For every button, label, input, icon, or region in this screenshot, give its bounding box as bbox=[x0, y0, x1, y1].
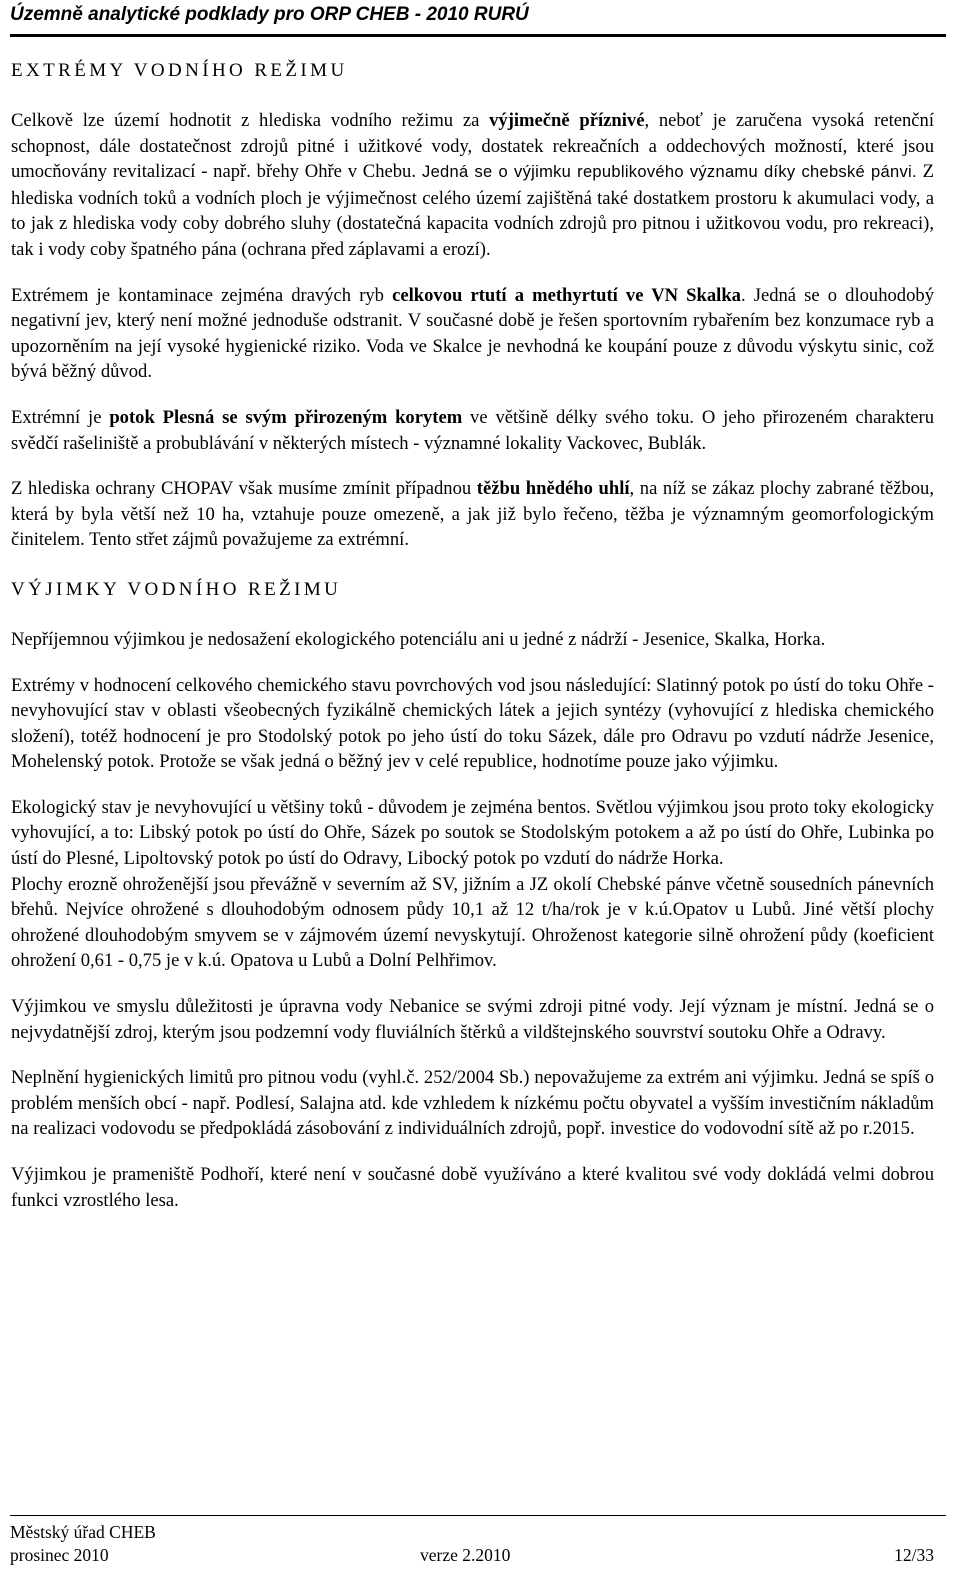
paragraph: Extrémní je potok Plesná se svým přirozeným korytem ve většině délky svého toku. O jeho přirozeném charakteru svědčí rašeliniště a probublávání v některých místech - významné lokality Vackovec, Bublák. bbox=[11, 406, 934, 454]
paragraph: Výjimkou ve smyslu důležitosti je úpravna vody Nebanice se svými zdroji pitné vody. Její význam je místní. Jedná se o nejvydatnější zdroj, kterým jsou podzemní vody fluviálních štěrků a vildštejnského souvrství soutoku Ohře a Odravy. bbox=[11, 996, 934, 1043]
footer-rule bbox=[10, 1515, 946, 1516]
footer-page-number: 12/33 bbox=[894, 1545, 934, 1565]
paragraph: Extrémy v hodnocení celkového chemického stavu povrchových vod jsou následující: Slatinný potok po ústí do toku Ohře - nevyhovující stav v oblasti všeobecných fyzikálně chemických látek a jejich syntézy (vyhovující z hlediska chemického složení), totéž hodnocení je pro Stodolský potok po jeho ústí do toku Sázek, dále pro Odravu po vzdutí nádrže Jesenice, Mohelenský potok. Protože se však jedná o běžný jev v celé republice, hodnotíme pouze jako výjimku. bbox=[11, 674, 934, 773]
document-body bbox=[11, 56, 934, 1213]
paragraph: Extrémem je kontaminace zejména dravých ryb celkovou rtutí a methyrtutí ve VN Skalka. Jedná se o dlouhodobý negativní jev, který není možné jednoduše odstranit. V současné době je řešen sportovním rybařením bez konzumace ryb a upozorněním na její vysoké hygienické riziko. Voda ve Skalce je nevhodná ke koupání pouze z důvodu výskytu sinic, což bývá běžný důvod. bbox=[11, 284, 934, 383]
header-rule bbox=[10, 34, 946, 37]
section-heading-exceptions: VÝJIMKY VODNÍHO REŽIMU bbox=[11, 578, 342, 600]
paragraph: Celkově lze území hodnotit z hlediska vodního režimu za výjimečně příznivé, neboť je zaručena vysoká retenční schopnost, dále dostatečnost zdrojů pitné i užitkové vody, dostatek rekreačních a oddechových možností, které jsou umocňovány revitalizací - např. břehy Ohře v Chebu. Jedná se o výjimku republikového významu díky chebské pánvi. Z hlediska vodních toků a vodních ploch je výjimečnost celého území zajištěná také dostatkem prostoru k akumulaci vody, a to jak z hlediska vody coby dobrého sluhy (dostatečná kapacita vodních zdrojů pro pitnou i užitkovou vodu, pro rekreaci), tak i vody coby špatného pána (ochrana před záplavami a erozí). bbox=[11, 110, 935, 260]
paragraph: Neplnění hygienických limitů pro pitnou vodu (vyhl.č. 252/2004 Sb.) nepovažujeme za extrém ani výjimku. Jedná se spíš o problém menších obcí - např. Podlesí, Salajna atd. kde vzhledem k nízkému počtu obyvatel a vyšším investičním nákladům na realizaci vodovodu se předpokládá zásobování z individuálních zdrojů, popř. investice do vodovodní sítě až po r.2015. bbox=[11, 1067, 934, 1140]
paragraph: Ekologický stav je nevyhovující u většiny toků - důvodem je zejména bentos. Světlou výjimkou jsou proto toky ekologicky vyhovující, a to: Libský potok po ústí do Ohře, Sázek po soutok se Stodolským potokem a až po ústí do Ohře, Lubinka po ústí do Plesné, Lipoltovský potok po ústí do Odravy, Libocký potok po vzdutí do nádrže Horka. bbox=[11, 796, 934, 870]
page-header-title: Územně analytické podklady pro ORP CHEB - 2010 RURÚ bbox=[10, 4, 529, 25]
footer-office: Městský úřad CHEB bbox=[10, 1522, 156, 1542]
footer-date: prosinec 2010 bbox=[10, 1545, 109, 1565]
paragraph: Z hlediska ochrany CHOPAV však musíme zmínit případnou těžbu hnědého uhlí, na níž se zákaz plochy zabrané těžbou, která by byla větší než 10 ha, vztahuje pouze omezeně, a jak již bylo řečeno, těžba je významným geomorfologickým činitelem. Tento střet zájmů považujeme za extrémní. bbox=[11, 478, 934, 551]
page-footer bbox=[10, 1521, 934, 1567]
footer-version: verze 2.2010 bbox=[420, 1545, 511, 1565]
paragraph: Nepříjemnou výjimkou je nedosažení ekologického potenciálu ani u jedné z nádrží - Jesenice, Skalka, Horka. bbox=[11, 628, 826, 650]
paragraph: Výjimkou je prameniště Podhoří, které není v současné době využíváno a které kvalitou své vody dokládá velmi dobrou funkci vzrostlého lesa. bbox=[11, 1164, 934, 1211]
section-heading-extremes: EXTRÉMY VODNÍHO REŽIMU bbox=[11, 60, 348, 81]
paragraph: Plochy erozně ohroženější jsou převážně v severním až SV, jižním a JZ okolí Chebské pánve včetně sousedních pánevních břehů. Nejvíce ohrožené s dlouhodobým odnosem půdy 10,1 až 12 t/ha/rok je v k.ú.Opatov u Lubů. Jiné větší plochy ohrožené dlouhodobým smyvem se v zájmovém území nevyskytují. Ohroženost kategorie silně ohrožení půdy (koeficient ohrožení 0,61 - 0,75 je v k.ú. Opatova u Lubů a Dolní Pelhřimov. bbox=[11, 873, 934, 972]
